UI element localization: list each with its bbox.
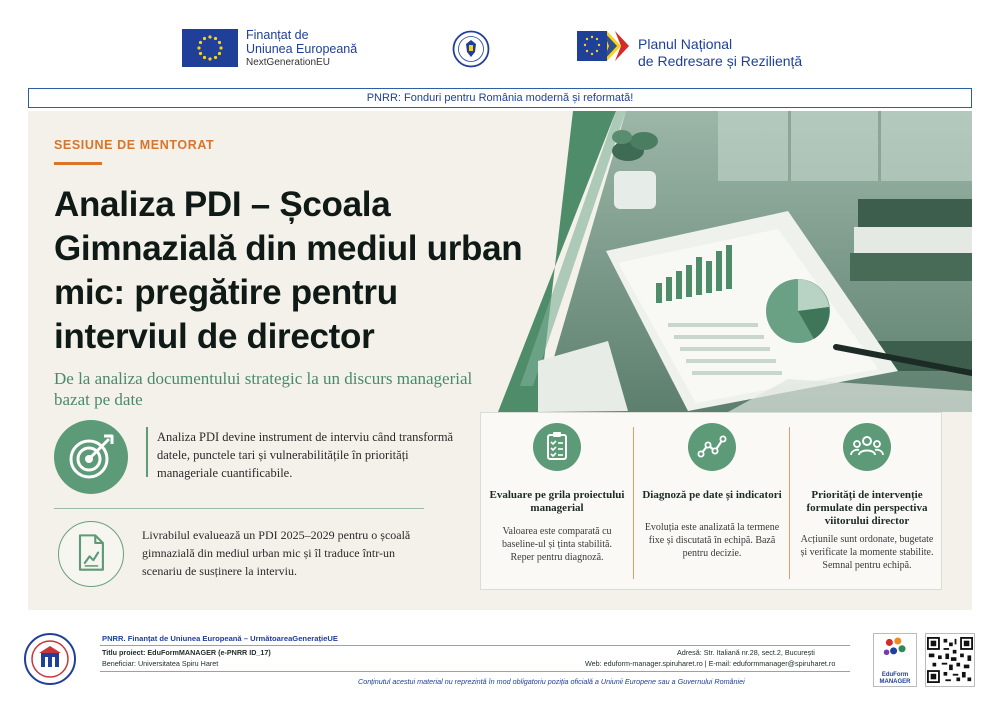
pnrr-label — [638, 36, 802, 70]
column-priorities — [793, 413, 941, 591]
session-eyebrow: SESIUNE DE MENTORAT — [54, 138, 215, 152]
qr-code[interactable] — [925, 633, 975, 687]
footer-contact[interactable]: Web: eduform-manager.spiruharet.ro | E-mail: eduformmanager@spiruharet.ro — [585, 659, 836, 668]
footer-beneficiary: Beneficiar: Universitatea Spiru Haret — [102, 659, 219, 668]
column-heading: Priorități de intervenție formulate din perspectiva viitorului director — [806, 489, 928, 527]
pnrr-logo — [577, 29, 635, 63]
footer-disclaimer: Conținutul acestui material nu reprezintă în mod obligatoriu poziția oficială a Uniunii Europene sau a Guvernului României — [358, 677, 745, 686]
eu-line-2: Uniunea Europeană — [246, 41, 358, 56]
column-evaluation — [483, 413, 631, 591]
eduform-logo-label — [873, 672, 917, 686]
eu-line-1: Finanțat de — [246, 28, 309, 42]
target-icon — [54, 420, 128, 494]
column-heading: Evaluare pe grila proiectului managerial — [489, 489, 625, 514]
eu-line-3: NextGenerationEU — [246, 57, 330, 68]
eduform-logo-line-2: MANAGER — [879, 679, 911, 685]
column-divider — [789, 427, 790, 579]
checklist-icon — [533, 423, 581, 471]
footer-address: Adresă: Str. Italiană nr.28, sect.2, București — [677, 648, 815, 657]
column-body: Valoarea este comparată cu baseline-ul și ținta stabilită. Reper pentru diagnoză. — [502, 526, 612, 563]
document-chart-icon — [58, 521, 124, 587]
column-body: Evoluția este analizată la termene fixe și discutată în echipă. Bază pentru decizie. — [644, 522, 780, 559]
eduform-logo-line-1: EduForm — [881, 672, 909, 678]
university-seal-icon — [24, 633, 76, 685]
column-body: Acțiunile sunt ordonate, bugetate și verificate la momente stabilite. Semnal pentru echipă. — [800, 534, 934, 571]
intro-accent-bar — [146, 427, 148, 477]
mentoring-card — [28, 111, 972, 610]
approach-panel — [480, 412, 942, 590]
footer-title: PNRR. Finanțat de Uniunea Europeană – UrmătoareaGenerațieUE — [102, 634, 338, 643]
footer-rule — [100, 645, 850, 646]
eyebrow-divider — [54, 162, 102, 165]
intro-statement: Analiza PDI devine instrument de interviu când transformă datele, punctele tari și vulnerabilitățile în priorități manageriale cuantificabile. — [157, 430, 454, 480]
eu-funding-label — [246, 29, 357, 70]
page-subtitle: De la analiza documentului strategic la un discurs managerial bazat pe date — [54, 369, 473, 409]
deliverable-statement: Livrabilul evaluează un PDI 2025–2029 pentru o școală gimnazială din mediul urban mic și îl traduce într-un scenariu de susținere la interviu. — [142, 528, 411, 578]
eu-flag-logo — [182, 29, 238, 67]
pnrr-line-1: Planul Național — [638, 36, 733, 52]
pnrr-line-2: de Redresare și Reziliență — [638, 53, 803, 69]
footer-rule — [100, 671, 850, 672]
column-divider — [633, 427, 634, 579]
team-icon — [843, 423, 891, 471]
page-title: Analiza PDI – Școala Gimnazială din mediul urban mic: pregătire pentru interviul de director — [54, 185, 523, 356]
column-heading: Diagnoză pe date și indicatori — [642, 489, 782, 501]
footer-project: Titlu proiect: EduFormMANAGER (e-PNRR ID_17) — [102, 648, 271, 657]
government-seal-icon — [452, 30, 490, 68]
trend-line-icon — [688, 423, 736, 471]
section-divider — [54, 508, 424, 509]
pnrr-banner: PNRR: Fonduri pentru România modernă și reformată! — [28, 88, 972, 108]
column-diagnosis — [638, 413, 786, 591]
